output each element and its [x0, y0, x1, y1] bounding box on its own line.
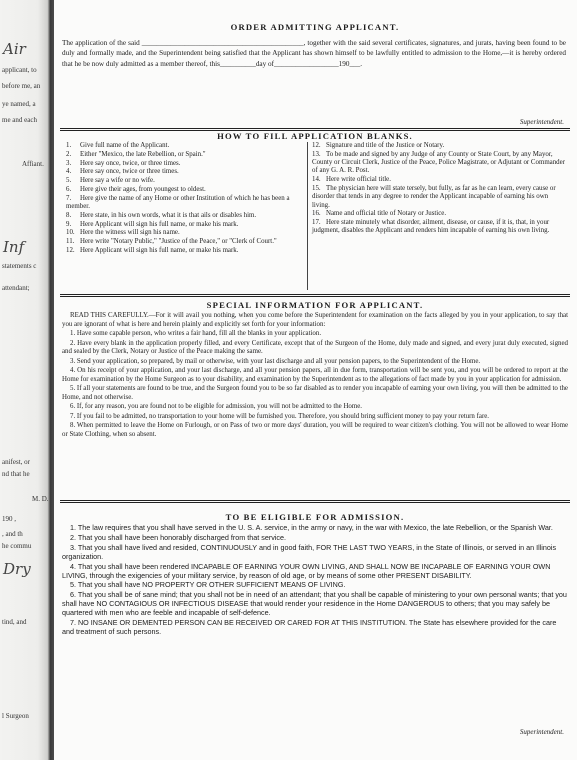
instruction-item-text: Either "Mexico, the late Rebellion, or Spain." [80, 150, 206, 158]
handwritten-note: Inf [3, 238, 25, 256]
gutter-fragment: ye named, a [2, 100, 36, 108]
gutter-fragment: , and th [2, 530, 23, 538]
gutter-fragment: statements c [2, 262, 37, 270]
special-paragraph: 3. Send your application, so prepared, by mail or otherwise, with your last discharge and all your pension papers, to the Superintendent of the Home. [70, 357, 481, 365]
special-paragraph: 2. Have every blank in the application properly filled, and every Certificate, except that of the Surgeon of the Home, duly made and signed, and every jurat duly executed, signed and sealed by the Clerk, Notary or Justice of the Peace making the same. [62, 339, 568, 355]
instruction-item-number: 12. [66, 247, 75, 255]
instruction-item-text: Name and official title of Notary or Justice. [326, 210, 447, 218]
gutter-fragment: attendant; [2, 284, 30, 292]
instruction-item-text: Signature and title of the Justice or Notary. [326, 142, 445, 149]
order-signature: Superintendent. [519, 118, 564, 126]
eligibility-rule: 1. The law requires that you shall have served in the U. S. A. service, in the army or navy, in the war with Mexico, the late Rebellion, or the Spanish War. [70, 523, 553, 532]
instruction-item-text: Here say a wife or no wife. [80, 177, 155, 185]
special-title: SPECIAL INFORMATION FOR APPLICANT. [206, 300, 424, 310]
special-paragraph: 7. If you fail to be admitted, no transportation to your home will be furnished you. Therefore, you should bring sufficient money to pay your return fare. [70, 412, 490, 420]
instruction-item-number: 16. [312, 210, 321, 218]
gutter-fragment: nd that he [2, 470, 30, 478]
instructions-title: HOW TO FILL APPLICATION BLANKS. [217, 131, 413, 141]
gutter-fragment: Affiant. [22, 160, 44, 168]
special-paragraph: 6. If, for any reason, you are found not to be eligible for admission, you will not be admitted to the Home. [70, 403, 363, 410]
order-paragraph: The application of the said _____________________________________________, together with the said several certificates, signatures, and jurats, having been found to be duly and formally made, and the Superintendent being satisfied that the Applicant has shown himself to be lawfully entitled to admission to the Home,—it is hereby ordered that he be now duly admitted as a member thereof, this__________day of__________________190___. [62, 39, 566, 68]
instruction-item-number: 2. [66, 150, 72, 158]
instruction-item-number: 12. [312, 142, 321, 149]
gutter-fragment: he commu [2, 542, 32, 550]
eligible-title: TO BE ELIGIBLE FOR ADMISSION. [225, 512, 405, 522]
instruction-item-number: 7. [66, 194, 72, 202]
instruction-item-text: Here state, in his own words, what it is that ails or disables him. [80, 211, 257, 219]
gutter-fragment: before me, an [2, 82, 41, 90]
eligibility-rule: 6. That you shall be of sane mind; that you shall not be in need of an attendant; that you shall be capable of ministering to your own personal wants; that you shall have NO CONTAGIOUS OR INFECTIOUS DISEASE that would render your residence in the Home DANGEROUS to others; that you may safely be quartered with men who are feeble and incapable of self-defence. [62, 590, 567, 618]
gutter-fragment: anifest, or [2, 458, 30, 466]
handwritten-note: Dry [3, 560, 31, 578]
handwritten-note: Air [3, 40, 26, 58]
order-title: ORDER ADMITTING APPLICANT. [230, 22, 400, 32]
special-paragraph: 5. If all your statements are found to be true, and the Surgeon found you to be so far disabled as to render you incapable of earning your own living, you will then be admitted to the Home, and not otherwise. [62, 385, 568, 401]
special-paragraph: 1. Have some capable person, who writes a fair hand, fill all the blanks in your application. [70, 330, 322, 337]
instruction-item-number: 3. [66, 159, 72, 167]
instruction-item-number: 10. [66, 229, 75, 237]
instruction-item-text: Here say once, twice or three times. [80, 168, 179, 176]
left-binding-gutter [0, 0, 54, 760]
instruction-item-number: 14. [312, 176, 321, 184]
instruction-item-number: 1. [66, 142, 72, 149]
instruction-item-text: To be made and signed by any Judge of any County or State Court, by any Mayor, County or Circuit Clerk, Justice of the Peace, Police Magistrate, or Adjutant or Commander of any G. A. R. Post. [312, 150, 565, 175]
instruction-item-text: Here write official title. [326, 176, 391, 184]
eligibility-rule: 4. That you shall have been rendered INCAPABLE OF EARNING YOUR OWN LIVING, AND SHALL NOW BE INCAPABLE OF EARNING YOUR OWN LIVING, through the exigencies of your military service, by reason of old age, or by means of some other PRESENT DISABILITY. [62, 561, 551, 580]
eligible-signature: Superintendent. [519, 728, 564, 736]
eligibility-rule: 5. That you shall have NO PROPERTY OR OTHER SUFFICIENT MEANS OF LIVING. [70, 580, 346, 590]
eligibility-rule: 2. That you shall have been honorably discharged from that service. [70, 532, 287, 542]
instruction-item-text: Here state minutely what disorder, ailment, disease, or cause, if it is, that, in your judgment, disables the Applicant and renders him incapable of earning his own living. [312, 219, 550, 235]
instruction-item-number: 9. [66, 220, 72, 228]
instruction-item-number: 17. [312, 219, 321, 227]
instruction-item-text: Here say once, twice, or three times. [80, 159, 181, 167]
instruction-item-number: 8. [66, 211, 72, 219]
instruction-item-number: 4. [66, 168, 72, 176]
special-paragraph: 4. On his receipt of your application, and your last discharge, and all your pension papers, all in due form, transportation will be sent you, and you will be ordered to report at the Home for examination by the Home Surgeon as to your disability, and examination by the Superintendent as to the allegations of fact made by you in your application for admission. [62, 367, 568, 383]
eligible-section [60, 0, 570, 760]
instruction-item-text: Here write "Notary Public," "Justice of the Peace," or "Clerk of Court." [80, 238, 277, 246]
special-paragraph: 8. When permitted to leave the Home on Furlough, or on Pass of two or more days' duration, you will be required to wear citizen's clothing. You will not be allowed to wear Home or State Clothing, when so absent. [62, 422, 568, 438]
instruction-item-number: 11. [66, 238, 75, 246]
instruction-item-number: 5. [66, 177, 72, 185]
instruction-item-text: Give full name of the Applicant. [80, 142, 170, 149]
instruction-item-text: Here Applicant will sign his full name, or make his mark. [80, 247, 239, 255]
instruction-item-text: Here give the name of any Home or other Institution of which he has been a member. [66, 194, 290, 211]
instruction-item-number: 13. [312, 150, 321, 158]
gutter-fragment: 190 , [2, 515, 16, 523]
instruction-item-text: Here give their ages, from youngest to oldest. [80, 185, 206, 193]
eligibility-rule: 3. That you shall have lived and resided, CONTINUOUSLY and in good faith, FOR THE LAST TWO YEARS, in the State of Illinois, or served in an Illinois organization. [62, 542, 557, 561]
eligibility-rule: 7. NO INSANE OR DEMENTED PERSON CAN BE RECEIVED OR CARED FOR AT THIS INSTITUTION. The State has elsewhere provided for the care and treatment of such persons. [62, 618, 557, 636]
instruction-item-text: Here Applicant will sign his full name, or make his mark. [80, 220, 239, 228]
instruction-item-number: 6. [66, 185, 72, 193]
special-paragraph: READ THIS CAREFULLY.—For it will avail you nothing, when you come before the Superintendent for examination on the facts alleged by you in your application, to say that you are ignorant of what is here and herein plainly and explicitly set forth for your information: [62, 312, 568, 328]
gutter-fragment: M. D. [32, 495, 49, 503]
instruction-item-text: The physician here will state tersely, but fully, as far as he can learn, every cause or disorder that tends in any degree to render the Applicant incapable of earning his own living. [312, 184, 556, 209]
gutter-fragment: l Surgeon [2, 712, 29, 720]
gutter-fragment: me and each [2, 116, 37, 124]
instruction-item-text: Here the witness will sign his name. [80, 229, 180, 237]
gutter-fragment: applicant, to [2, 66, 37, 74]
instruction-item-number: 15. [312, 184, 321, 192]
gutter-fragment: tind, and [2, 618, 27, 626]
eligible-body [62, 524, 570, 638]
